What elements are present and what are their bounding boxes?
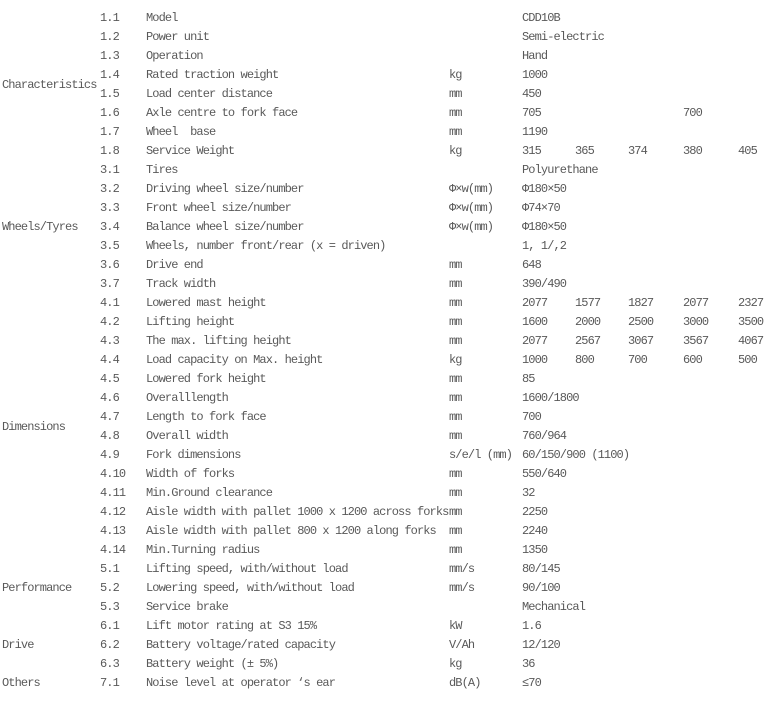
row-description: Lowering speed, with/without load (146, 581, 354, 595)
row-value-3 (628, 598, 683, 617)
row-value-5 (738, 370, 768, 389)
row-unit: s/e/l (mm) (449, 448, 513, 462)
row-value-4 (683, 180, 738, 199)
row-value-2: 1577 (575, 296, 601, 310)
row-value-2 (575, 465, 628, 484)
row-unit (449, 598, 522, 617)
row-value-1: 1, 1/,2 (522, 239, 567, 253)
row-value-5 (738, 617, 768, 636)
row-number: 4.1 (100, 296, 119, 310)
row-value-2 (575, 446, 628, 465)
row-value-1: 648 (522, 258, 541, 272)
row-value-4 (683, 484, 738, 503)
row-value-5: 4067 (738, 334, 764, 348)
row-description: Noise level at operator ‘s ear (146, 676, 336, 690)
row-number: 4.9 (100, 448, 119, 462)
row-value-2: 2000 (575, 315, 601, 329)
row-value-5 (738, 503, 768, 522)
row-description: Lift motor rating at S3 15% (146, 619, 317, 633)
row-value-1: 550/640 (522, 467, 567, 481)
row-description: Overall width (146, 429, 228, 443)
row-value-4 (683, 28, 738, 47)
row-value-3 (628, 560, 683, 579)
row-unit: mm (449, 410, 462, 424)
row-description: Driving wheel size/number (146, 182, 304, 196)
row-value-4 (683, 579, 738, 598)
row-value-3 (628, 579, 683, 598)
row-value-4: 700 (683, 106, 702, 120)
row-number: 1.2 (100, 30, 119, 44)
row-value-5: 2327 (738, 296, 764, 310)
row-number: 4.3 (100, 334, 119, 348)
row-description: Operation (146, 49, 203, 63)
row-number: 5.1 (100, 562, 119, 576)
row-unit (449, 28, 522, 47)
row-value-5 (738, 560, 768, 579)
row-unit: mm (449, 125, 462, 139)
row-value-4 (683, 503, 738, 522)
row-value-2 (575, 85, 628, 104)
row-value-2 (575, 9, 628, 28)
row-value-2 (575, 161, 628, 180)
category-label: Others (2, 676, 40, 690)
row-value-5 (738, 275, 768, 294)
row-value-2: 800 (575, 353, 594, 367)
row-description: Lifting height (146, 315, 235, 329)
row-value-4 (683, 161, 738, 180)
row-unit: mm (449, 524, 462, 538)
row-number: 1.3 (100, 49, 119, 63)
row-value-4: 2077 (683, 296, 709, 310)
row-number: 3.5 (100, 239, 119, 253)
row-value-3 (628, 636, 683, 655)
row-value-1: 80/145 (522, 562, 560, 576)
row-unit: Φ×w(mm) (449, 220, 494, 234)
row-value-2 (575, 180, 628, 199)
row-value-5 (738, 484, 768, 503)
row-unit: mm (449, 372, 462, 386)
row-number: 5.2 (100, 581, 119, 595)
row-description: Model (146, 11, 178, 25)
row-value-4 (683, 560, 738, 579)
row-number: 1.8 (100, 144, 119, 158)
row-description: Tires (146, 163, 178, 177)
row-value-4 (683, 427, 738, 446)
row-unit: mm (449, 391, 462, 405)
row-value-1: 2240 (522, 524, 548, 538)
row-value-3 (628, 484, 683, 503)
row-description: Drive end (146, 258, 203, 272)
row-value-5 (738, 636, 768, 655)
row-value-2 (575, 560, 628, 579)
row-value-1: 1350 (522, 543, 548, 557)
row-value-1: 2250 (522, 505, 548, 519)
row-value-4: 3567 (683, 334, 709, 348)
row-value-3 (628, 66, 683, 85)
row-unit: kg (449, 657, 462, 671)
row-value-5 (738, 522, 768, 541)
row-value-2 (575, 503, 628, 522)
row-value-1: 85 (522, 372, 535, 386)
row-description: Overalllength (146, 391, 228, 405)
row-description: Aisle width with pallet 1000 x 1200 across forks (146, 505, 449, 519)
row-unit: mm (449, 505, 462, 519)
row-value-1: 1190 (522, 125, 548, 139)
row-value-2 (575, 427, 628, 446)
row-unit (449, 9, 522, 28)
row-value-1: Φ74×70 (522, 201, 560, 215)
row-value-4: 600 (683, 353, 702, 367)
row-value-1: 1.6 (522, 619, 541, 633)
row-value-5 (738, 256, 768, 275)
row-value-1: 2077 (522, 296, 548, 310)
row-value-3 (628, 655, 683, 674)
row-value-3 (628, 427, 683, 446)
row-value-5 (738, 28, 768, 47)
row-value-3 (628, 522, 683, 541)
row-unit: mm (449, 486, 462, 500)
row-value-5 (738, 408, 768, 427)
row-number: 3.6 (100, 258, 119, 272)
row-value-1: 1000 (522, 68, 548, 82)
row-unit (449, 161, 522, 180)
row-value-2: 365 (575, 144, 594, 158)
row-value-4 (683, 541, 738, 560)
row-unit: kg (449, 353, 462, 367)
row-description: Aisle width with pallet 800 x 1200 along forks (146, 524, 436, 538)
row-unit: dB(A) (449, 676, 481, 690)
row-value-1: 390/490 (522, 277, 567, 291)
category-label: Dimensions (2, 419, 66, 434)
row-description: Length to fork face (146, 410, 266, 424)
row-value-5 (738, 123, 768, 142)
row-unit: mm (449, 296, 462, 310)
row-value-3 (628, 408, 683, 427)
row-value-3 (628, 617, 683, 636)
row-value-1: Mechanical (522, 600, 586, 614)
row-value-4 (683, 370, 738, 389)
row-value-1: ≤70 (522, 676, 541, 690)
row-unit: mm (449, 258, 462, 272)
row-value-1: 2077 (522, 334, 548, 348)
row-value-4 (683, 598, 738, 617)
row-description: Min.Turning radius (146, 543, 260, 557)
row-value-3 (628, 199, 683, 218)
row-value-3 (628, 370, 683, 389)
row-value-5 (738, 465, 768, 484)
row-value-1: 1600/1800 (522, 391, 579, 405)
row-description: Front wheel size/number (146, 201, 291, 215)
row-value-5 (738, 85, 768, 104)
row-value-3: 3067 (628, 334, 654, 348)
row-value-5: 3500 (738, 315, 764, 329)
row-value-3 (628, 237, 683, 256)
row-value-3 (628, 465, 683, 484)
row-unit: mm (449, 334, 462, 348)
row-value-1: 90/100 (522, 581, 560, 595)
row-description: Load center distance (146, 87, 273, 101)
row-number: 4.6 (100, 391, 119, 405)
row-number: 7.1 (100, 676, 119, 690)
row-value-2 (575, 655, 628, 674)
row-number: 6.2 (100, 638, 119, 652)
row-value-4 (683, 85, 738, 104)
row-value-4 (683, 636, 738, 655)
row-description: Width of forks (146, 467, 235, 481)
row-description: The max. lifting height (146, 334, 291, 348)
row-value-3 (628, 256, 683, 275)
row-value-1: Polyurethane (522, 163, 598, 177)
row-number: 3.3 (100, 201, 119, 215)
row-description: Lifting speed, with/without load (146, 562, 348, 576)
row-value-1: 1000 (522, 353, 548, 367)
row-description: Lowered mast height (146, 296, 266, 310)
row-value-4 (683, 66, 738, 85)
row-value-3 (628, 503, 683, 522)
row-unit: mm (449, 429, 462, 443)
row-value-3: 700 (628, 353, 647, 367)
row-value-4 (683, 655, 738, 674)
row-unit: kW (449, 619, 462, 633)
row-unit: kg (449, 68, 462, 82)
row-value-5 (738, 199, 768, 218)
row-value-5 (738, 541, 768, 560)
row-value-5 (738, 66, 768, 85)
row-unit: mm (449, 467, 462, 481)
row-description: Axle centre to fork face (146, 106, 298, 120)
row-number: 4.4 (100, 353, 119, 367)
row-value-2 (575, 598, 628, 617)
category-label: Performance (2, 581, 72, 595)
row-unit: mm (449, 315, 462, 329)
row-number: 3.7 (100, 277, 119, 291)
row-value-5 (738, 218, 768, 237)
row-description: Wheels, number front/rear (x = driven) (146, 239, 386, 253)
row-value-2 (575, 674, 628, 693)
row-value-3 (628, 674, 683, 693)
row-value-5 (738, 104, 768, 123)
row-description: Track width (146, 277, 216, 291)
row-value-2 (575, 237, 628, 256)
row-value-4 (683, 256, 738, 275)
row-number: 4.14 (100, 543, 126, 557)
row-value-3: 2500 (628, 315, 654, 329)
row-value-4 (683, 446, 738, 465)
row-value-1: Semi-electric (522, 30, 604, 44)
row-value-1: 705 (522, 106, 541, 120)
row-value-3 (628, 123, 683, 142)
category-label: Drive (2, 638, 34, 652)
row-number: 4.12 (100, 505, 126, 519)
row-value-5 (738, 180, 768, 199)
row-description: Service brake (146, 600, 228, 614)
row-value-4 (683, 522, 738, 541)
row-number: 1.1 (100, 11, 119, 25)
row-value-4 (683, 275, 738, 294)
row-unit: V/Ah (449, 638, 475, 652)
row-value-5: 405 (738, 144, 757, 158)
row-value-5 (738, 579, 768, 598)
row-number: 5.3 (100, 600, 119, 614)
row-value-5 (738, 161, 768, 180)
row-unit: mm/s (449, 581, 475, 595)
row-value-1: CDD10B (522, 11, 560, 25)
row-description: Wheel base (146, 125, 216, 139)
row-value-4 (683, 389, 738, 408)
row-description: Rated traction weight (146, 68, 279, 82)
row-number: 1.7 (100, 125, 119, 139)
row-value-1: 760/964 (522, 429, 567, 443)
row-value-1: 32 (522, 486, 535, 500)
row-value-2 (575, 123, 628, 142)
row-value-3 (628, 161, 683, 180)
row-number: 4.13 (100, 524, 126, 538)
row-description: Battery voltage/rated capacity (146, 638, 336, 652)
row-value-3 (628, 28, 683, 47)
row-description: Lowered fork height (146, 372, 266, 386)
row-value-3: 1827 (628, 296, 654, 310)
row-unit: mm (449, 106, 462, 120)
row-number: 1.6 (100, 106, 119, 120)
row-number: 1.5 (100, 87, 119, 101)
row-number: 4.10 (100, 467, 126, 481)
row-value-5 (738, 237, 768, 256)
row-unit (449, 47, 522, 66)
row-unit: mm (449, 277, 462, 291)
row-value-5 (738, 9, 768, 28)
row-value-5 (738, 674, 768, 693)
row-value-1: 450 (522, 87, 541, 101)
row-number: 4.7 (100, 410, 119, 424)
row-value-1: Φ180×50 (522, 220, 567, 234)
row-value-2 (575, 256, 628, 275)
row-value-4 (683, 617, 738, 636)
row-value-5 (738, 47, 768, 66)
row-unit: mm/s (449, 562, 475, 576)
row-value-2 (575, 370, 628, 389)
row-value-4 (683, 47, 738, 66)
row-value-5 (738, 598, 768, 617)
row-description: Min.Ground clearance (146, 486, 273, 500)
row-value-3: 374 (628, 144, 647, 158)
row-value-2 (575, 484, 628, 503)
row-value-3 (628, 541, 683, 560)
row-value-2 (575, 104, 628, 123)
row-number: 4.2 (100, 315, 119, 329)
row-value-3 (628, 275, 683, 294)
row-value-2 (575, 522, 628, 541)
row-value-3 (628, 446, 683, 465)
row-value-4: 380 (683, 144, 702, 158)
row-value-1: 36 (522, 657, 535, 671)
row-value-2 (575, 579, 628, 598)
row-value-1: 12/120 (522, 638, 560, 652)
row-value-2 (575, 275, 628, 294)
row-number: 4.8 (100, 429, 119, 443)
row-unit: mm (449, 543, 462, 557)
row-value-3 (628, 104, 683, 123)
row-number: 6.1 (100, 619, 119, 633)
row-description: Load capacity on Max. height (146, 353, 323, 367)
row-value-2 (575, 218, 628, 237)
row-unit: Φ×w(mm) (449, 201, 494, 215)
row-description: Service Weight (146, 144, 235, 158)
row-value-1: 700 (522, 410, 541, 424)
row-value-4 (683, 218, 738, 237)
row-value-3 (628, 180, 683, 199)
row-value-3 (628, 389, 683, 408)
category-label: Characteristics (2, 77, 97, 92)
row-value-2 (575, 66, 628, 85)
row-value-4 (683, 408, 738, 427)
row-value-2 (575, 408, 628, 427)
row-description: Balance wheel size/number (146, 220, 304, 234)
row-value-3 (628, 47, 683, 66)
row-value-4 (683, 9, 738, 28)
row-value-5 (738, 427, 768, 446)
row-value-4 (683, 465, 738, 484)
row-value-5: 500 (738, 353, 757, 367)
row-unit: kg (449, 144, 462, 158)
row-value-4 (683, 123, 738, 142)
row-value-3 (628, 218, 683, 237)
row-number: 4.11 (100, 486, 126, 500)
row-value-2 (575, 389, 628, 408)
row-value-2 (575, 541, 628, 560)
category-label: Wheels/Tyres (2, 220, 78, 234)
row-value-2: 2567 (575, 334, 601, 348)
row-value-2 (575, 199, 628, 218)
row-value-1: Φ180×50 (522, 182, 567, 196)
row-value-2 (575, 617, 628, 636)
row-value-1: Hand (522, 49, 548, 63)
row-value-3 (628, 9, 683, 28)
row-number: 1.4 (100, 68, 119, 82)
row-number: 3.2 (100, 182, 119, 196)
row-value-5 (738, 389, 768, 408)
row-value-2 (575, 636, 628, 655)
row-number: 4.5 (100, 372, 119, 386)
row-unit: mm (449, 87, 462, 101)
row-description: Power unit (146, 30, 210, 44)
row-value-4 (683, 674, 738, 693)
row-value-3 (628, 85, 683, 104)
row-value-5 (738, 655, 768, 674)
row-value-1: 1600 (522, 315, 548, 329)
row-description: Fork dimensions (146, 448, 241, 462)
row-unit: Φ×w(mm) (449, 182, 494, 196)
row-value-4: 3000 (683, 315, 709, 329)
row-value-5 (738, 446, 768, 465)
row-value-2 (575, 28, 628, 47)
row-value-4 (683, 237, 738, 256)
row-value-4 (683, 199, 738, 218)
row-unit (449, 237, 522, 256)
row-description: Battery weight (± 5%) (146, 657, 279, 671)
row-number: 6.3 (100, 657, 119, 671)
row-value-2 (575, 47, 628, 66)
row-number: 3.4 (100, 220, 119, 234)
row-value-1: 60/150/900 (1100) (522, 448, 630, 462)
row-value-1: 315 (522, 144, 541, 158)
row-number: 3.1 (100, 163, 119, 177)
